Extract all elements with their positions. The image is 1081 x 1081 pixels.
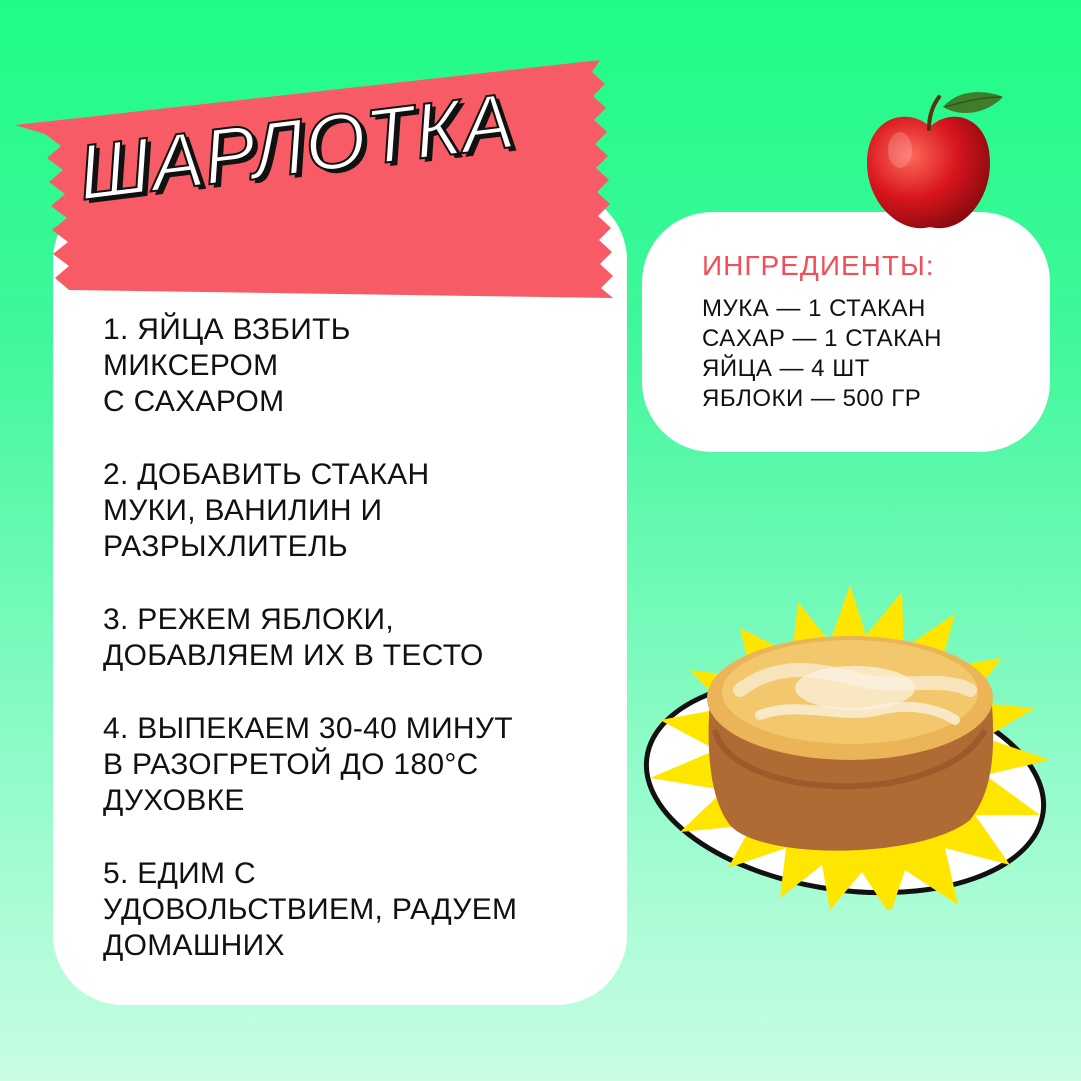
ingredient-item: ЯБЛОКИ — 500 ГР — [702, 385, 922, 412]
step-item: 3. РЕЖЕМ ЯБЛОКИ, ДОБАВЛЯЕМ ИХ В ТЕСТО — [103, 603, 484, 672]
page-title: ШАРЛОТКА — [73, 75, 520, 217]
ingredients-title: ИНГРЕДИЕНТЫ: — [702, 250, 935, 281]
step-item: 4. ВЫПЕКАЕМ 30-40 МИНУТ В РАЗОГРЕТОЙ ДО 180°С ДУХОВКЕ — [103, 712, 513, 817]
apple-icon — [855, 85, 1015, 235]
ingredient-item: МУКА — 1 СТАКАН — [702, 295, 926, 322]
charlotte-pie-image — [640, 580, 1060, 910]
ingredient-item: САХАР — 1 СТАКАН — [702, 325, 942, 352]
step-item: 5. ЕДИМ С УДОВОЛЬСТВИЕМ, РАДУЕМ ДОМАШНИХ — [103, 857, 518, 962]
ingredients-list — [702, 294, 942, 414]
steps-list — [103, 312, 623, 1001]
step-item: 1. ЯЙЦА ВЗБИТЬ МИКСЕРОМ С САХАРОМ — [103, 313, 351, 418]
step-item: 2. ДОБАВИТЬ СТАКАН МУКИ, ВАНИЛИН И РАЗРЫХЛИТЕЛЬ — [103, 458, 430, 563]
ingredient-item: ЯЙЦА — 4 ШТ — [702, 355, 870, 382]
